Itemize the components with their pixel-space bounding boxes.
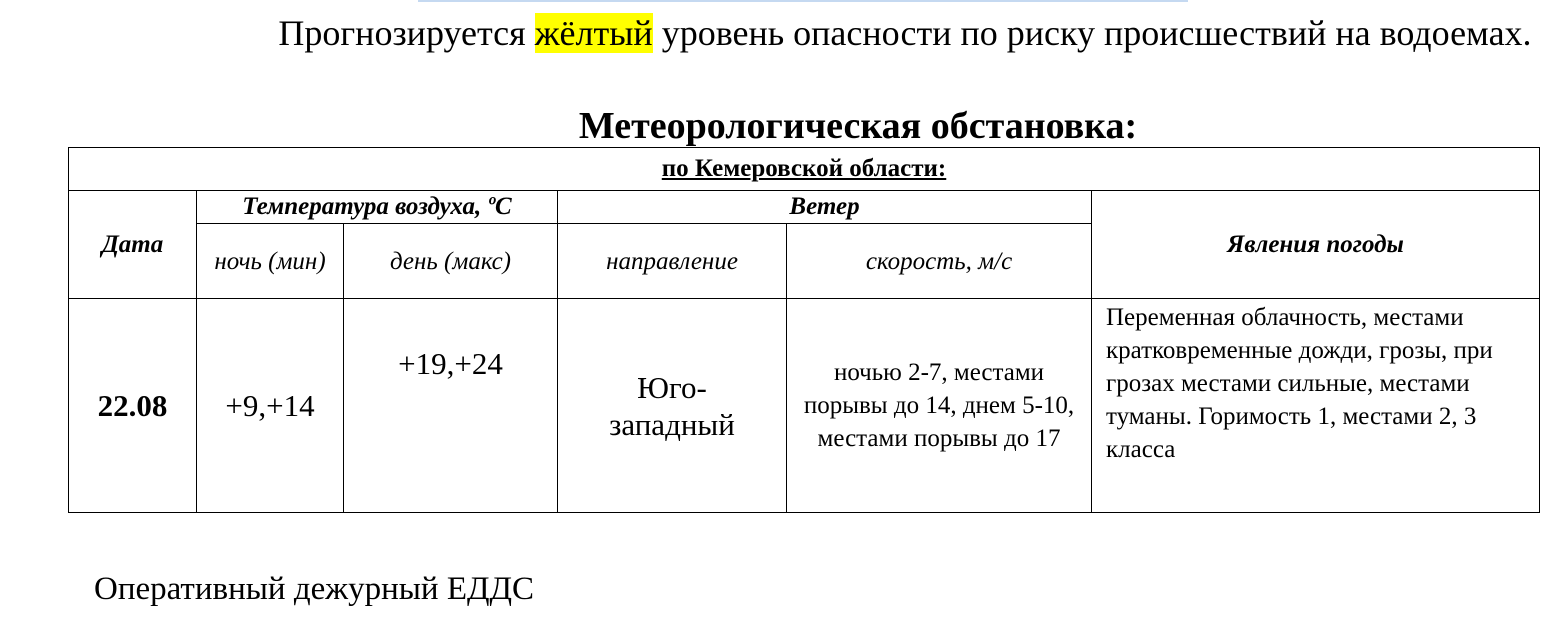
forecast-prefix: Прогнозируется (278, 13, 535, 53)
day-max-header: день (макс) (344, 224, 558, 299)
wind-speed-cell: ночью 2-7, местами порывы до 14, днем 5-10, местами порывы до 17 (787, 299, 1092, 513)
forecast-statement (255, 10, 1555, 56)
danger-level-highlight: жёлтый (534, 13, 653, 53)
day-temp-cell: +19,+24 (344, 299, 558, 513)
wind-speed-header: скорость, м/с (787, 224, 1092, 299)
table-row (69, 299, 1540, 513)
temperature-header: Температура воздуха, ºС (197, 191, 558, 224)
night-temp-cell: +9,+14 (197, 299, 344, 513)
wind-direction-line-2: западный (609, 406, 735, 442)
date-cell: 22.08 (69, 299, 197, 513)
duty-officer-label: Оперативный дежурный ЕДДС (94, 571, 535, 607)
wind-direction-line-1: Юго- (637, 369, 707, 405)
wind-header: Ветер (558, 191, 1092, 224)
date-header: Дата (69, 191, 197, 299)
top-border-line (418, 0, 1188, 2)
night-min-header: ночь (мин) (197, 224, 344, 299)
region-row (69, 148, 1540, 191)
weather-table (68, 147, 1540, 513)
weather-phenomena-cell: Переменная облачность, местами кратковременные дожди, грозы, при грозах местами сильные, местами туманы. Горимость 1, местами 2, 3 класса (1092, 299, 1540, 513)
group-header-row (69, 191, 1540, 224)
wind-direction-cell (558, 299, 787, 513)
region-heading: по Кемеровской области: (69, 148, 1540, 191)
wind-direction-header: направление (558, 224, 787, 299)
forecast-suffix: уровень опасности по риску происшествий на водоемах. (652, 13, 1532, 53)
phenomena-header: Явления погоды (1092, 191, 1540, 299)
meteo-title: Метеорологическая обстановка: (578, 105, 1138, 147)
